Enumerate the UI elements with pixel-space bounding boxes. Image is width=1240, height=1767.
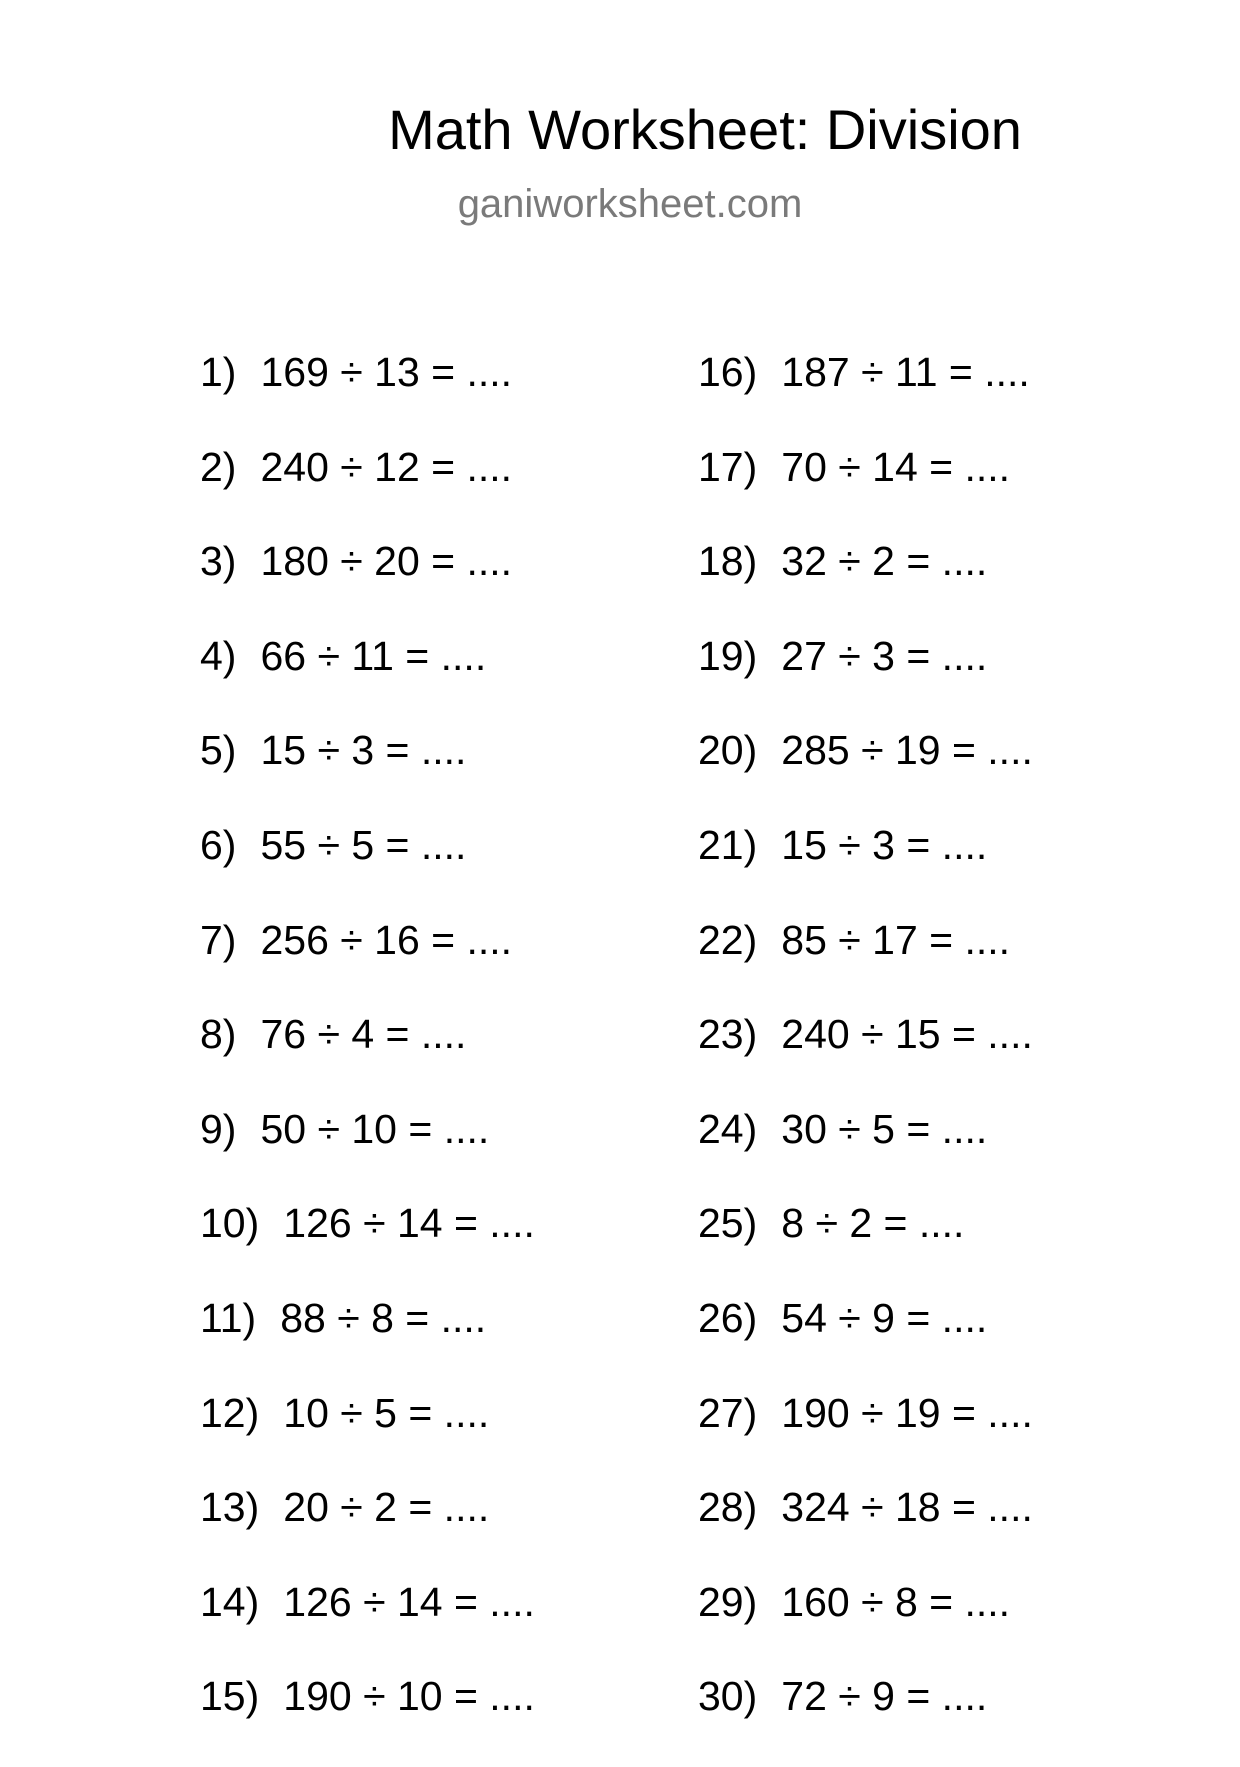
problem-item — [200, 1199, 535, 1294]
problem-expression: 240 ÷ 12 = .... — [260, 443, 513, 490]
problem-number: 19) — [698, 632, 758, 679]
problem-number: 18) — [698, 538, 758, 585]
problem-number: 29) — [698, 1578, 758, 1625]
problem-number: 2) — [200, 443, 237, 490]
worksheet-title: Math Worksheet: Division — [388, 98, 1022, 161]
problem-item — [200, 632, 535, 727]
problem-number: 7) — [200, 916, 237, 963]
problem-expression: 15 ÷ 3 = .... — [781, 821, 988, 868]
problem-number: 24) — [698, 1105, 758, 1152]
problem-number: 3) — [200, 538, 237, 585]
problem-number: 10) — [200, 1200, 260, 1247]
problem-expression: 240 ÷ 15 = .... — [781, 1011, 1033, 1058]
problem-item — [200, 537, 535, 632]
problem-item — [698, 632, 1033, 727]
problem-item — [698, 348, 1033, 443]
problem-item — [200, 1389, 535, 1484]
problem-expression: 30 ÷ 5 = .... — [781, 1105, 988, 1152]
problem-number: 11) — [200, 1294, 257, 1341]
problem-item — [698, 1672, 1033, 1767]
problem-expression: 190 ÷ 10 = .... — [283, 1673, 535, 1720]
problem-item — [200, 1010, 535, 1105]
problem-expression: 160 ÷ 8 = .... — [781, 1578, 1011, 1625]
problem-expression: 72 ÷ 9 = .... — [781, 1673, 988, 1720]
problem-expression: 55 ÷ 5 = .... — [260, 821, 467, 868]
problem-expression: 126 ÷ 14 = .... — [283, 1200, 535, 1247]
problem-number: 26) — [698, 1294, 758, 1341]
problem-expression: 190 ÷ 19 = .... — [781, 1389, 1033, 1436]
problem-item — [698, 1010, 1033, 1105]
problem-expression: 27 ÷ 3 = .... — [781, 632, 988, 679]
problem-number: 12) — [200, 1389, 260, 1436]
problem-number: 23) — [698, 1011, 758, 1058]
problem-expression: 32 ÷ 2 = .... — [781, 538, 988, 585]
problem-item — [698, 1389, 1033, 1484]
problem-item — [200, 1105, 535, 1200]
problem-item — [200, 1483, 535, 1578]
problem-number: 13) — [200, 1484, 260, 1531]
problem-number: 6) — [200, 821, 237, 868]
problem-expression: 126 ÷ 14 = .... — [283, 1578, 535, 1625]
problem-expression: 169 ÷ 13 = .... — [260, 349, 513, 395]
problem-number: 15) — [200, 1673, 260, 1720]
problem-expression: 54 ÷ 9 = .... — [781, 1294, 988, 1341]
problem-item — [200, 348, 535, 443]
problem-expression: 20 ÷ 2 = .... — [283, 1484, 490, 1531]
problem-number: 30) — [698, 1673, 758, 1720]
problem-item — [698, 821, 1033, 916]
problem-item — [200, 821, 535, 916]
problem-expression: 66 ÷ 11 = .... — [260, 632, 487, 679]
problem-expression: 10 ÷ 5 = .... — [283, 1389, 490, 1436]
problem-number: 14) — [200, 1578, 260, 1625]
problem-item — [200, 916, 535, 1011]
problem-expression: 76 ÷ 4 = .... — [260, 1011, 467, 1058]
problem-item — [200, 1672, 535, 1767]
problem-expression: 50 ÷ 10 = .... — [260, 1105, 490, 1152]
left-problem-column — [200, 348, 535, 1767]
problem-item — [698, 1578, 1033, 1673]
problem-item — [698, 1199, 1033, 1294]
problem-number: 28) — [698, 1484, 758, 1531]
problem-number: 21) — [698, 821, 758, 868]
site-name: ganiworksheet.com — [457, 182, 803, 226]
problem-item — [698, 1483, 1033, 1578]
problem-number: 8) — [200, 1011, 237, 1058]
problem-expression: 324 ÷ 18 = .... — [781, 1484, 1033, 1531]
problem-expression: 70 ÷ 14 = .... — [781, 443, 1011, 490]
problem-number: 4) — [200, 632, 237, 679]
problem-number: 9) — [200, 1105, 237, 1152]
right-problem-column — [698, 348, 1033, 1767]
problem-expression: 187 ÷ 11 = .... — [781, 349, 1030, 395]
problem-expression: 180 ÷ 20 = .... — [260, 538, 513, 585]
problem-expression: 285 ÷ 19 = .... — [781, 727, 1033, 774]
problem-item — [200, 1578, 535, 1673]
problem-number: 20) — [698, 727, 758, 774]
problem-item — [200, 726, 535, 821]
problem-item — [698, 726, 1033, 821]
problem-item — [698, 443, 1033, 538]
problem-number: 27) — [698, 1389, 758, 1436]
problem-item — [200, 443, 535, 538]
problem-number: 1) — [200, 349, 237, 395]
problem-number: 22) — [698, 916, 758, 963]
problem-item — [698, 916, 1033, 1011]
problem-number: 5) — [200, 727, 237, 774]
problem-expression: 88 ÷ 8 = .... — [280, 1294, 487, 1341]
problem-item — [200, 1294, 535, 1389]
problem-number: 16) — [698, 349, 758, 395]
problem-expression: 85 ÷ 17 = .... — [781, 916, 1011, 963]
problem-expression: 8 ÷ 2 = .... — [781, 1200, 965, 1247]
problem-item — [698, 1105, 1033, 1200]
problem-number: 17) — [698, 443, 758, 490]
problem-expression: 15 ÷ 3 = .... — [260, 727, 467, 774]
problem-item — [698, 1294, 1033, 1389]
problem-number: 25) — [698, 1200, 758, 1247]
problem-item — [698, 537, 1033, 632]
problem-expression: 256 ÷ 16 = .... — [260, 916, 513, 963]
